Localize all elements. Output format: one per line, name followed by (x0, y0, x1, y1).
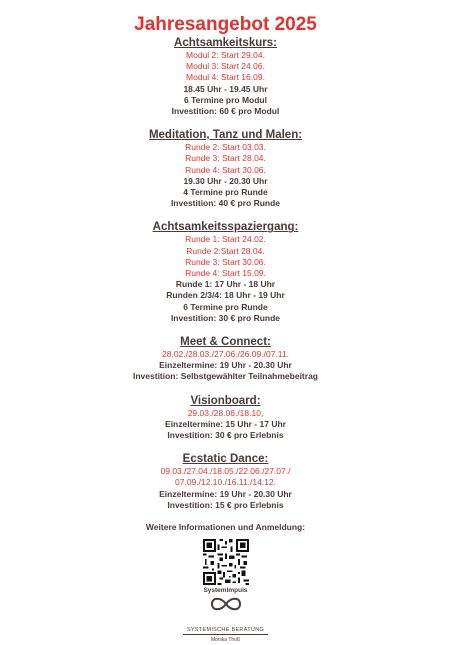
section-heading: Meditation, Tanz und Malen: (148, 129, 303, 142)
info-line: Investition: 15 € pro Erlebnis (167, 499, 284, 510)
offer-sections (0, 36, 451, 511)
info-line: Investition: 30 € pro Runde (170, 312, 281, 323)
section-heading: Achtsamkeitsspaziergang: (152, 221, 299, 234)
date-line: Modul 2: Start 29.04. (186, 50, 265, 60)
section-meet-connect (0, 335, 451, 383)
info-line: 4 Termine pro Runde (183, 187, 268, 198)
date-line: Runde 4: Start 30.06. (185, 164, 266, 175)
info-line: Einzeltermine: 19 Uhr - 20.30 Uhr (159, 360, 292, 371)
qr-code-icon[interactable] (203, 539, 249, 585)
section-heading: Achtsamkeitskurs: (174, 37, 277, 49)
info-line: 18.45 Uhr - 19.45 Uhr (183, 83, 268, 94)
section-visionboard (0, 394, 451, 442)
section-heading: Ecstatic Dance: (182, 453, 269, 466)
section-meditation (0, 128, 451, 209)
section-spaziergang (0, 220, 451, 324)
info-line: 6 Termine pro Runde (183, 301, 268, 312)
logo-name: SystemImpuls (203, 587, 248, 595)
section-heading: Visionboard: (190, 394, 261, 407)
date-line: Modul 3: Start 24.06. (186, 61, 265, 72)
page-title: Jahresangebot 2025 (134, 14, 317, 35)
info-line: Investition: 30 € pro Erlebnis (167, 430, 284, 441)
date-line: Modul 4: Start 16.09. (186, 72, 265, 83)
info-line: Einzeltermine: 15 Uhr - 17 Uhr (165, 418, 286, 429)
info-line: Investition: 60 € pro Modul (171, 106, 280, 117)
info-line: Runden 2/3/4: 18 Uhr - 19 Uhr (166, 290, 285, 301)
info-line: Investition: 40 € pro Runde (170, 198, 281, 209)
date-line: Runde 2: Start 03.03. (185, 142, 266, 153)
infinity-logo-icon (209, 595, 243, 613)
date-line: 28.02./28.03./27.06./26.09./07.11. (162, 349, 289, 360)
info-line: Investition: Selbstgewählter Teilnahmebeitrag (133, 371, 318, 382)
date-line: Runde 4: Start 15.09. (185, 268, 266, 279)
date-line: Runde 2:Start 28.04. (186, 245, 265, 256)
section-ecstatic-dance (0, 452, 451, 511)
info-line: 6 Termine pro Modul (184, 94, 267, 105)
date-line: 07.09./12.10./16.11./14.12. (175, 477, 276, 488)
info-line: Runde 1: 17 Uhr - 18 Uhr (175, 279, 276, 290)
section-heading: Meet & Connect: (180, 336, 271, 349)
logo-subtitle: SYSTEMISCHE BERATUNG (183, 626, 268, 635)
date-line: Runde 1: Start 24.02. (185, 234, 266, 245)
info-line: Einzeltermine: 19 Uhr - 20.30 Uhr (159, 488, 292, 499)
brand-logo (181, 587, 271, 645)
date-line: Runde 3: Start 28.04. (185, 153, 266, 164)
section-achtsamkeitskurs (0, 36, 451, 117)
more-info-text: Weitere Informationen und Anmeldung: (145, 522, 306, 533)
date-line: 09.03./27.04./18.05./22.06./27.07./ (160, 466, 291, 477)
info-line: 19.30 Uhr - 20.30 Uhr (183, 175, 268, 186)
date-line: 29.03./28.06./18.10, (187, 407, 264, 418)
date-line: Runde 3: Start 30.06. (185, 256, 266, 267)
logo-person: Monika Thoß (210, 637, 241, 644)
